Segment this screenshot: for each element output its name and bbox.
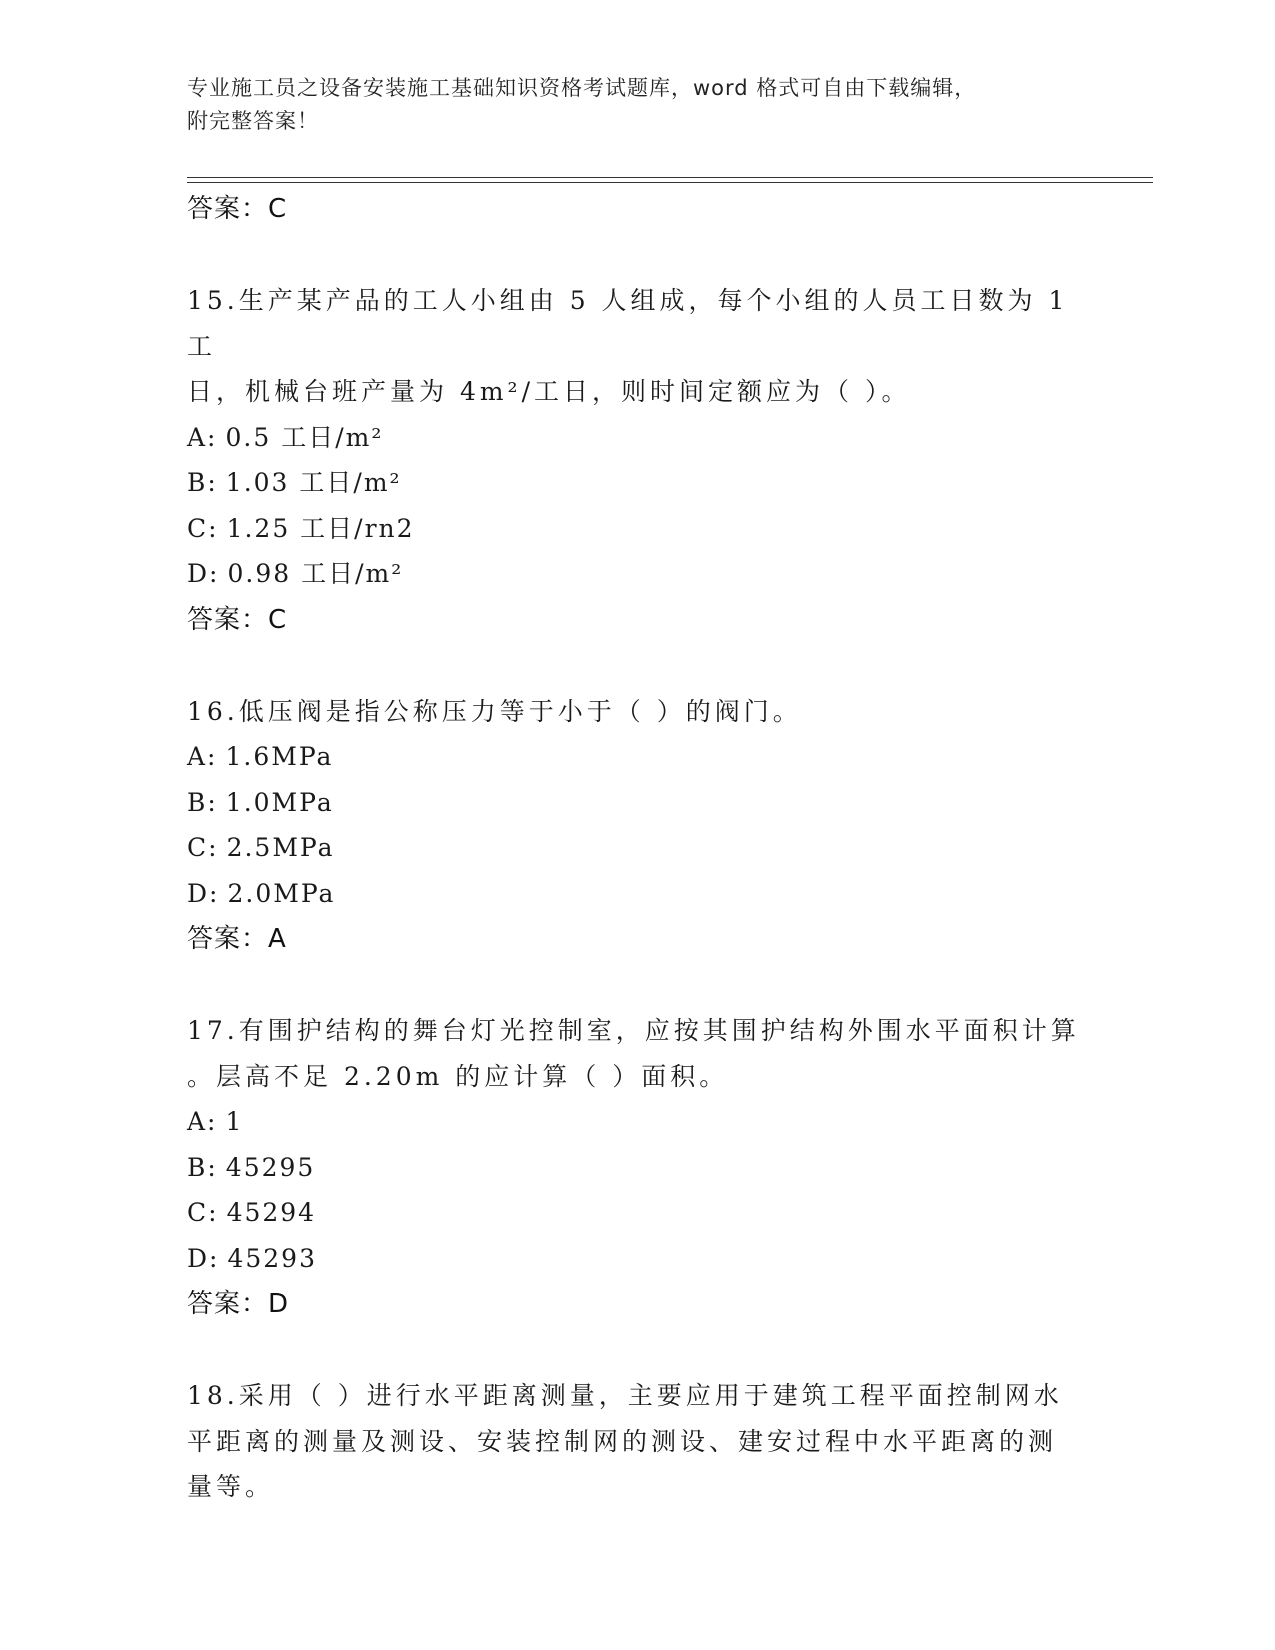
option-d [187, 551, 1087, 597]
answer-line: 答案：A [187, 924, 287, 954]
option-text: 2.5MPa [226, 833, 335, 862]
option-text: 45294 [226, 1198, 317, 1227]
question-stem-line: 17.有围护结构的舞台灯光控制室，应按其围护结构外围水平面积计算 [187, 1016, 1080, 1045]
option-d [187, 871, 1087, 917]
option-text: 1.25 工日/rn2 [226, 513, 415, 543]
question-stem-line: 平距离的测量及测设、安装控制网的测设、建安过程中水平距离的测 [187, 1426, 1058, 1456]
question-stem-line: 日，机械台班产量为 4m²/工日，则时间定额应为（ ）。 [187, 377, 911, 406]
question-stem-line: 量等。 [187, 1472, 275, 1501]
option-text: 1.6MPa [225, 742, 334, 771]
question-block [187, 689, 1087, 963]
option-label: D: [187, 878, 220, 908]
header-line-2: 附完整答案！ [187, 109, 319, 133]
option-b [187, 460, 1087, 506]
option-a [187, 1099, 1087, 1145]
option-text: 0.5 工日/m² [225, 422, 384, 452]
option-label: D: [187, 1243, 220, 1273]
option-b [187, 780, 1087, 826]
option-d [187, 1236, 1087, 1282]
option-c [187, 506, 1087, 552]
option-text: 0.98 工日/m² [227, 559, 404, 588]
header-line-1: 专业施工员之设备安装施工基础知识资格考试题库，word 格式可自由下载编辑， [187, 76, 977, 100]
question-list [187, 186, 1087, 1510]
questions-container [187, 278, 1087, 1510]
option-a [187, 734, 1087, 780]
question-stem-line: 18.采用（ ）进行水平距离测量，主要应用于建筑工程平面控制网水 [187, 1381, 1063, 1410]
answer-line: 答案：C [187, 604, 288, 635]
option-label: C: [187, 513, 219, 543]
option-text: 2.0MPa [227, 878, 336, 908]
previous-answer: 答案：C [187, 194, 288, 224]
question-stem-line: 16.低压阀是指公称压力等于小于（ ）的阀门。 [187, 696, 802, 726]
option-a [187, 415, 1087, 461]
header-divider-bottom [187, 182, 1153, 183]
question-stem-line: 。层高不足 2.20m 的应计算（ ）面积。 [187, 1061, 729, 1091]
option-c [187, 1190, 1087, 1236]
question-stem-line: 15.生产某产品的工人小组由 5 人组成，每个小组的人员工日数为 1 工 [187, 286, 1069, 361]
option-text: 1 [225, 1107, 244, 1136]
option-label: D: [187, 559, 220, 588]
question-block [187, 1008, 1087, 1327]
option-label: B: [187, 1152, 218, 1182]
option-text: 45295 [225, 1152, 316, 1182]
question-block [187, 1373, 1087, 1510]
option-label: C: [187, 1198, 219, 1227]
option-b [187, 1145, 1087, 1191]
option-c [187, 825, 1087, 871]
document-header [187, 72, 1067, 138]
question-block [187, 278, 1087, 643]
option-label: A: [187, 742, 218, 771]
option-text: 1.0MPa [225, 787, 334, 817]
option-text: 1.03 工日/m² [225, 468, 402, 497]
option-label: A: [187, 422, 218, 452]
header-divider-top [187, 177, 1153, 178]
option-label: A: [187, 1107, 218, 1136]
option-text: 45293 [227, 1243, 317, 1273]
answer-line: 答案：D [187, 1289, 290, 1319]
option-label: C: [187, 833, 219, 862]
option-label: B: [187, 787, 218, 817]
option-label: B: [187, 468, 218, 497]
